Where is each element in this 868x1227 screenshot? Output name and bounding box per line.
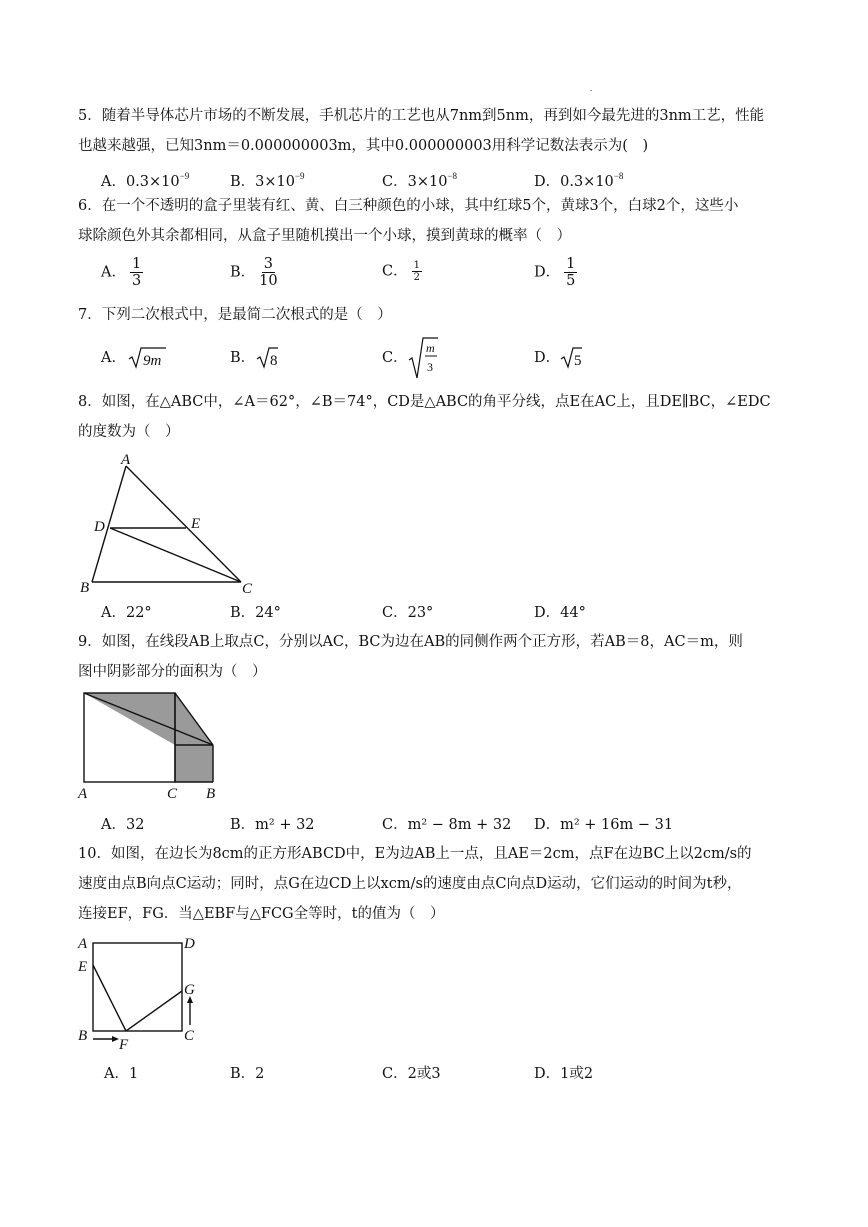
- q8-label-b: B: [80, 580, 90, 596]
- q10-square-abcd: [93, 943, 182, 1031]
- q8-label-d: D: [94, 519, 105, 535]
- q6-stem-line1: 6．在一个不透明的盒子里装有红、黄、白三种颜色的小球，其中红球5个，黄球3个，白球2个，这些小: [78, 198, 739, 214]
- q9-option-b: B．m² + 32: [230, 817, 315, 833]
- q10-label-f: F: [119, 1037, 129, 1053]
- q5-option-a-exp: −9: [179, 171, 190, 181]
- q9-shaded-small-square: [175, 745, 213, 782]
- q7-option-d-radical: [560, 346, 582, 370]
- q7-option-c-label: C．: [382, 350, 408, 366]
- q5-option-c: [382, 166, 457, 192]
- q7-option-a-label: A．: [101, 350, 126, 366]
- q5-stem-line2: 也越来越强，已知3nm＝0.000000003m，其中0.000000003用科学记数法表示为( ): [78, 138, 649, 154]
- q9-option-c: C．m² − 8m + 32: [382, 817, 512, 833]
- q5-option-a: [101, 166, 189, 192]
- q5-stem-line1: 5．随着半导体芯片市场的不断发展，手机芯片的工艺也从7nm到5nm，再到如今最先进的3nm工艺，性能: [78, 108, 765, 124]
- q10-option-b: B．2: [230, 1066, 265, 1082]
- q6-c-den: 2: [413, 272, 420, 283]
- q9-label-a: A: [78, 786, 88, 802]
- q6-d-num: 1: [566, 256, 576, 272]
- q6-options: [0, 256, 868, 296]
- q10-stem-line1: 10．如图，在边长为8cm的正方形ABCD中，E为边AB上一点，且AE＝2cm，点F在边BC上以2cm/s的: [78, 846, 752, 862]
- q6-option-d: [534, 256, 577, 289]
- q10-segment-fg: [126, 991, 182, 1031]
- q8-segment-dc: [110, 528, 241, 582]
- q10-label-e: E: [78, 959, 88, 975]
- q5-option-b-base: B．3×10: [230, 174, 295, 190]
- q6-b-num: 3: [263, 256, 273, 272]
- q6-option-c-label: C．: [382, 263, 408, 280]
- q6-option-b-label: B．: [230, 264, 256, 281]
- q6-d-den: 5: [566, 273, 576, 289]
- q5-option-b: [230, 166, 305, 192]
- scan-dot: [590, 90, 592, 91]
- q7-stem-line1: 7．下列二次根式中，是最简二次根式的是（ ）: [78, 307, 392, 323]
- q9-stem-line2: 图中阴影部分的面积为（ ）: [78, 664, 267, 680]
- q6-option-b: [230, 256, 278, 289]
- q7-option-b-label: B．: [230, 350, 256, 366]
- q7-a-radicand: 9m: [143, 353, 162, 369]
- q10-option-c: C．2或3: [382, 1066, 441, 1082]
- q8-label-c: C: [242, 581, 253, 597]
- q7-option-a-radical: [128, 346, 168, 370]
- q10-label-c: C: [184, 1028, 195, 1044]
- q7-option-d-label: D．: [534, 350, 561, 366]
- q7-option-c-radical: [408, 336, 438, 380]
- q9-option-d: D．m² + 16m − 31: [534, 817, 674, 833]
- q8-option-b: B．24°: [230, 605, 281, 621]
- q7-c-radicand-den: 3: [427, 360, 433, 374]
- q10-label-b: B: [78, 1028, 88, 1044]
- q7-b-radicand: 8: [270, 353, 278, 369]
- q8-side-ac: [126, 466, 241, 582]
- q9-squares-figure: [75, 688, 235, 808]
- q6-c-num: 1: [413, 260, 420, 271]
- q5-option-c-base: C．3×10: [382, 174, 448, 190]
- q8-option-c: C．23°: [382, 605, 434, 621]
- q7-option-b-radical: [256, 346, 278, 370]
- q8-option-d: D．44°: [534, 605, 586, 621]
- q10-label-d: D: [184, 936, 195, 952]
- q10-option-a: A．1: [104, 1066, 139, 1082]
- q5-option-d: [534, 166, 623, 192]
- q5-option-d-exp: −8: [613, 171, 624, 181]
- q6-option-a: [101, 256, 143, 289]
- q6-option-a-label: A．: [101, 264, 126, 281]
- q6-option-d-label: D．: [534, 264, 561, 281]
- q10-label-g: G: [184, 982, 195, 998]
- q5-option-d-base: D．0.3×10: [534, 174, 614, 190]
- q9-label-c: C: [167, 786, 178, 802]
- q7-options: [0, 338, 868, 378]
- q8-option-a: A．22°: [101, 605, 152, 621]
- q9-stem-line1: 9．如图，在线段AB上取点C，分别以AC，BC为边在AB的同侧作两个正方形，若AB＝8，AC＝m，则: [78, 634, 743, 650]
- q9-option-a: A．32: [101, 817, 145, 833]
- q8-stem-line1: 8．如图，在△ABC中，∠A＝62°，∠B＝74°，CD是△ABC的角平分线，点E在AC上，且DE∥BC，∠EDC: [78, 394, 771, 410]
- q10-option-d: D．1或2: [534, 1066, 594, 1082]
- q10-segment-ef: [93, 965, 126, 1031]
- q10-options: [0, 1064, 868, 1104]
- q9-label-b: B: [206, 786, 216, 802]
- q10-square-figure: [75, 928, 215, 1054]
- q6-stem-line2: 球除颜色外其余都相同，从盒子里随机摸出一个小球，摸到黄球的概率（ ）: [78, 228, 571, 244]
- q10-stem-line3: 连接EF，FG．当△EBF与△FCG全等时，t的值为（ ）: [78, 906, 445, 922]
- q8-label-a: A: [121, 452, 131, 468]
- q8-triangle-figure: [75, 448, 275, 598]
- q5-option-b-exp: −9: [294, 171, 305, 181]
- q10-stem-line2: 速度由点B向点C运动；同时，点G在边CD上以xcm/s的速度由点C向点D运动，它们运动的时间为t秒，: [78, 876, 742, 892]
- q7-d-radicand: 5: [574, 353, 582, 369]
- q6-a-num: 1: [131, 256, 142, 272]
- q6-b-den: 10: [259, 273, 278, 289]
- q6-option-c: [382, 260, 422, 283]
- q10-label-a: A: [78, 936, 88, 952]
- q8-label-e: E: [191, 516, 201, 532]
- q5-option-a-base: A．0.3×10: [101, 174, 180, 190]
- q10-arrow-right-head: [112, 1036, 119, 1042]
- q7-c-radicand-num: m: [426, 341, 435, 355]
- q8-stem-line2: 的度数为（ ）: [78, 424, 180, 440]
- q5-option-c-exp: −8: [447, 171, 457, 181]
- q6-a-den: 3: [131, 273, 142, 289]
